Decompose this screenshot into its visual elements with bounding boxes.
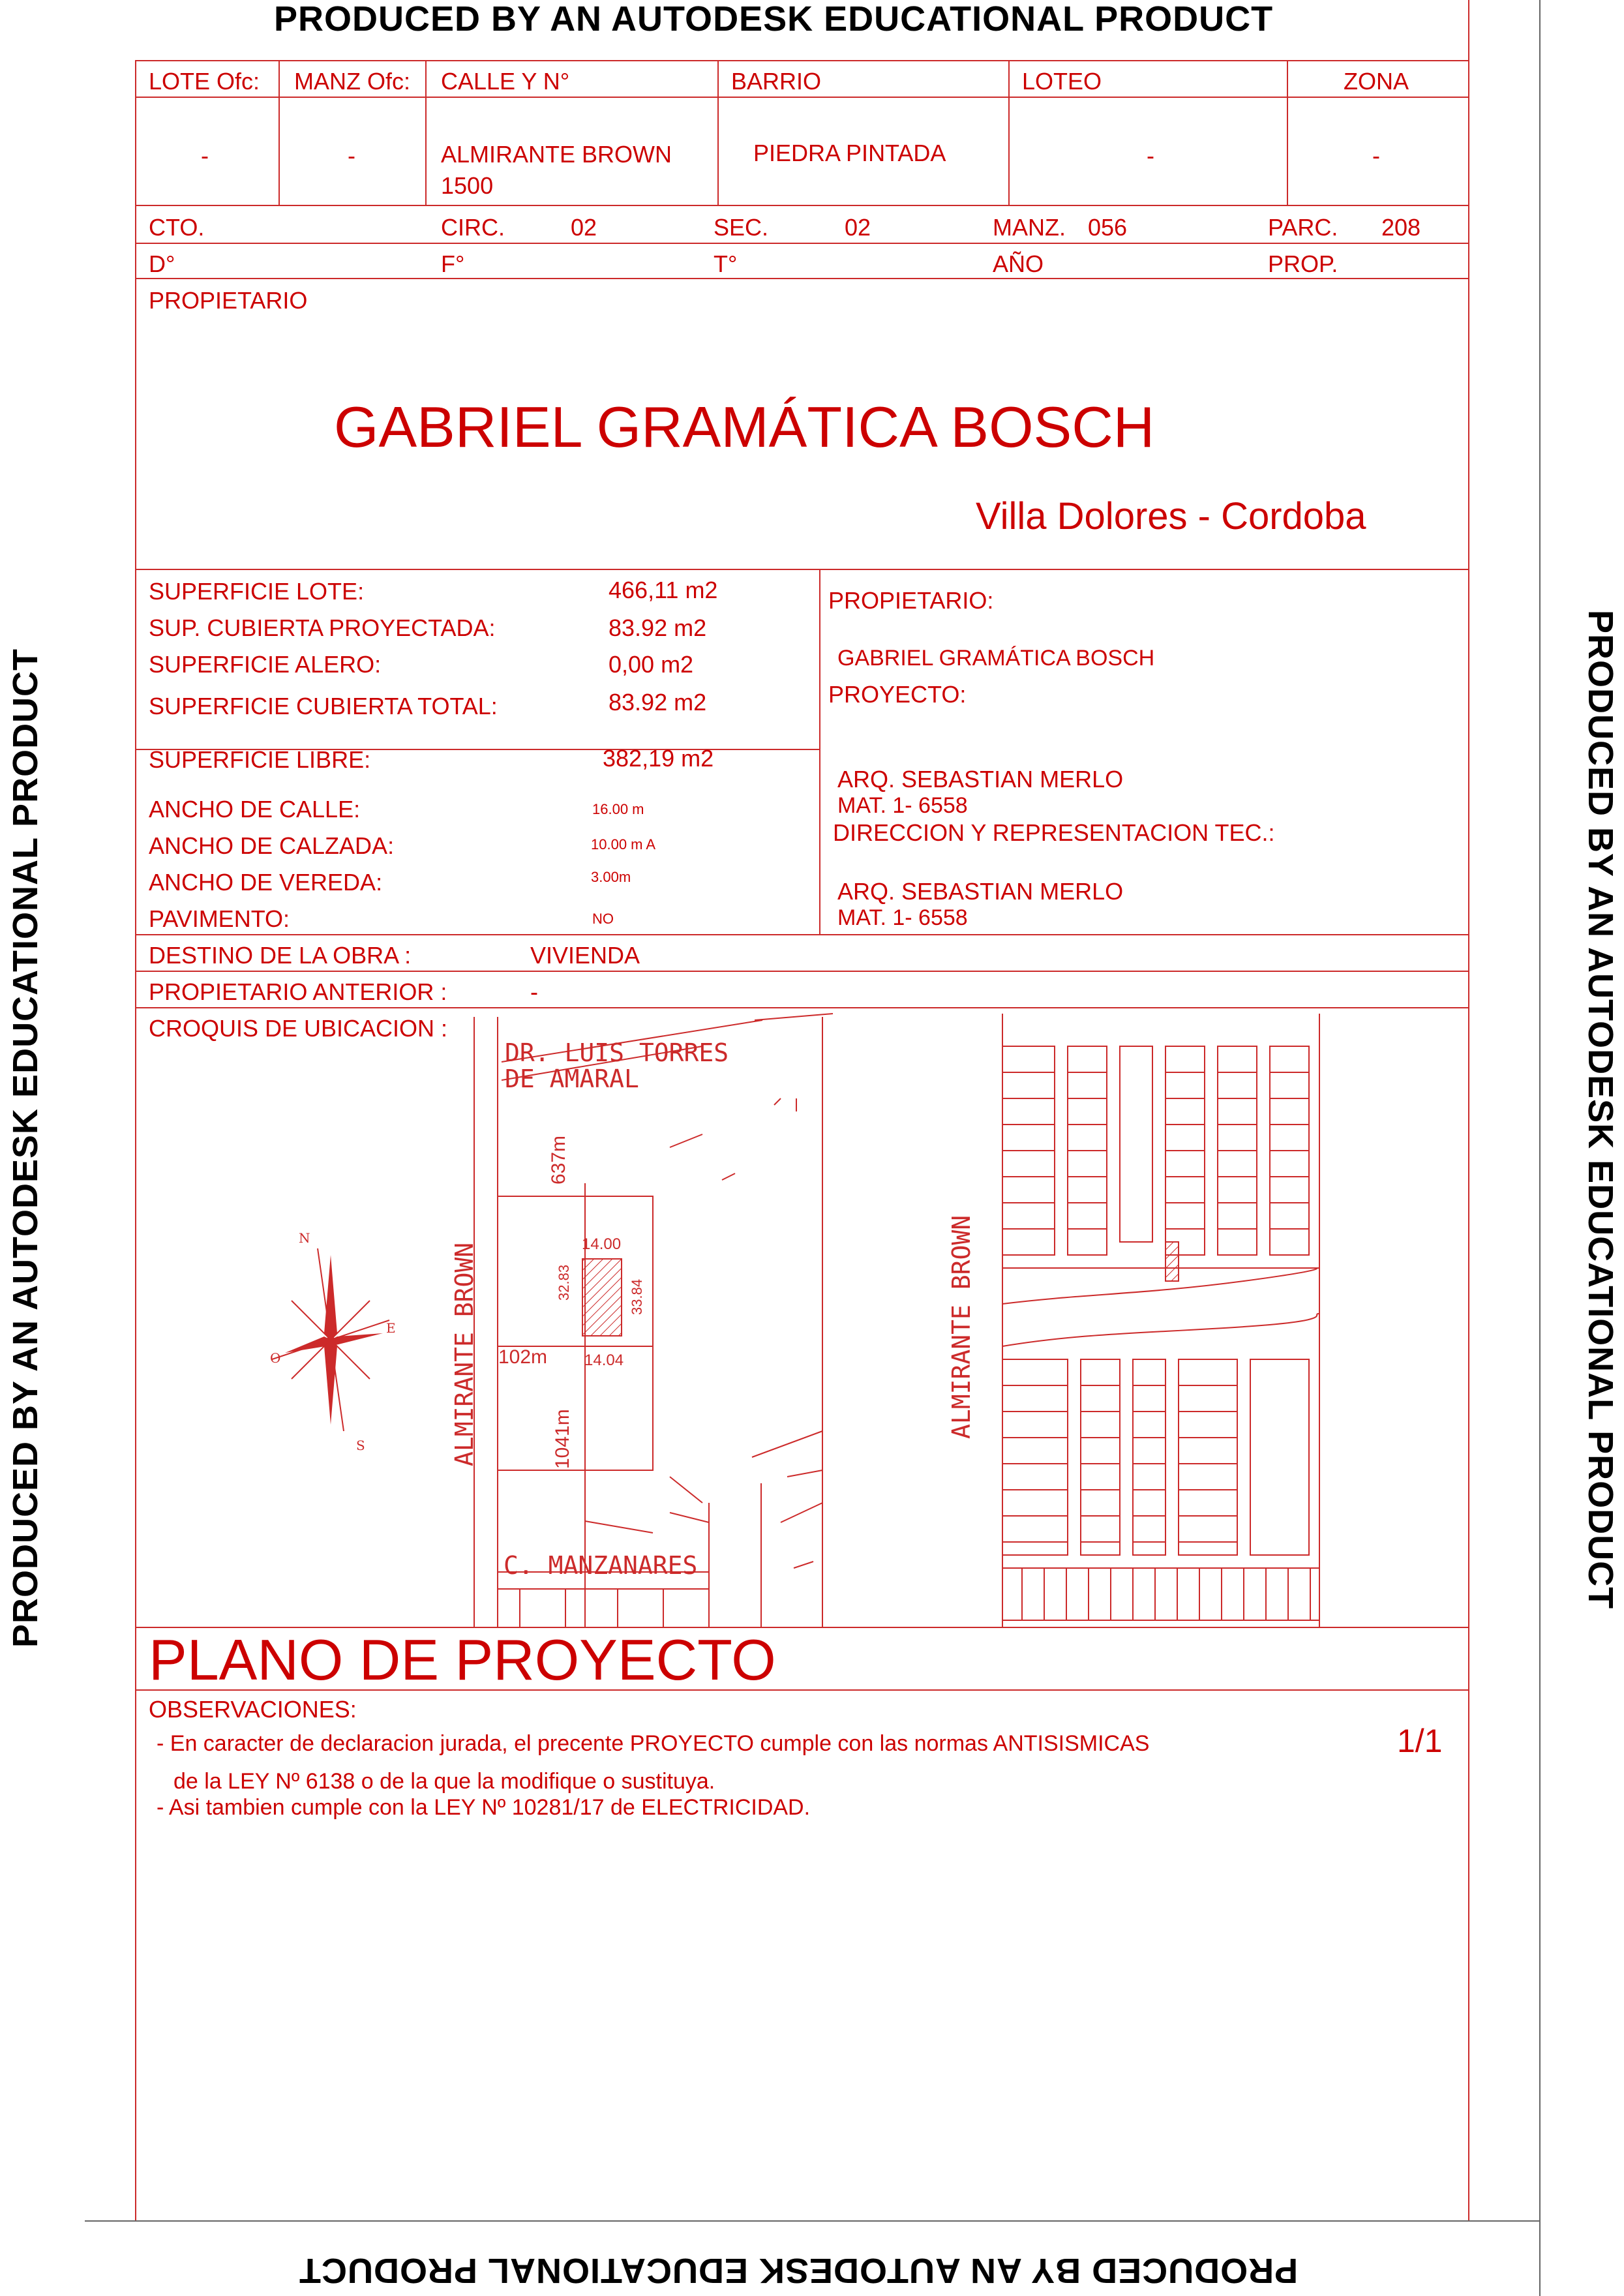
map-street-right: ALMIRANTE BROWN <box>947 1215 976 1439</box>
watermark-top: PRODUCED BY AN AUTODESK EDUCATIONAL PRODUCT <box>274 0 1274 38</box>
map-street-top-2: DE AMARAL <box>505 1065 639 1093</box>
label-calle: CALLE Y N° <box>441 68 570 95</box>
label-sup-cub-proy: SUP. CUBIERTA PROYECTADA: <box>149 614 496 641</box>
label-croquis: CROQUIS DE UBICACION : <box>149 1015 448 1042</box>
label-propietario: PROPIETARIO <box>149 287 308 314</box>
owner-name: GABRIEL GRAMÁTICA BOSCH <box>334 395 1155 459</box>
value-ancho-calle: 16.00 m <box>592 801 644 817</box>
value-sup-cub-proy: 83.92 m2 <box>609 614 707 641</box>
map-street-top-1: DR. LUIS TORRES <box>505 1038 729 1067</box>
label-prof-propietario: PROPIETARIO: <box>828 587 994 614</box>
header-line <box>135 278 1469 279</box>
label-prop: PROP. <box>1268 250 1338 277</box>
value-zona: - <box>1372 142 1380 169</box>
value-barrio: PIEDRA PINTADA <box>753 140 946 166</box>
value-parc: 208 <box>1381 214 1421 241</box>
value-sec: 02 <box>845 214 871 241</box>
map-dist-south: 1041m <box>552 1409 573 1469</box>
compass-e: E <box>386 1320 396 1336</box>
label-ancho-calle: ANCHO DE CALLE: <box>149 796 361 823</box>
map-lot-right: 33.84 <box>629 1278 645 1315</box>
map-lot-top: 14.00 <box>582 1235 622 1253</box>
label-proyecto: PROYECTO: <box>828 681 967 708</box>
compass-rose-icon <box>272 1248 389 1431</box>
surfaces-divider <box>819 569 820 935</box>
header-col <box>278 60 280 206</box>
value-prof-propietario: GABRIEL GRAMÁTICA BOSCH <box>837 646 1155 671</box>
value-calle-line1: ALMIRANTE BROWN <box>441 141 672 168</box>
watermark-bottom: PRODUCED BY AN AUTODESK EDUCATIONAL PRODUCT <box>299 2251 1299 2290</box>
compass-o: O <box>270 1350 281 1366</box>
value-direccion-mat: MAT. 1- 6558 <box>837 905 968 930</box>
label-manz-cat: MANZ. <box>993 214 1066 241</box>
value-ancho-vereda: 3.00m <box>591 869 631 885</box>
label-sup-alero: SUPERFICIE ALERO: <box>149 651 382 678</box>
label-circ: CIRC. <box>441 214 505 241</box>
label-prop-anterior: PROPIETARIO ANTERIOR : <box>149 978 447 1005</box>
label-zona: ZONA <box>1344 68 1409 95</box>
header-col <box>425 60 427 206</box>
map-street-bottom: C. MANZANARES <box>504 1551 698 1580</box>
label-manz: MANZ Ofc: <box>294 68 410 95</box>
watermark-right: PRODUCED BY AN AUTODESK EDUCATIONAL PRODUCT <box>1581 610 1620 1610</box>
label-sup-cub-total: SUPERFICIE CUBIERTA TOTAL: <box>149 693 498 719</box>
header-line <box>135 205 1469 206</box>
label-loteo: LOTEO <box>1022 68 1102 95</box>
value-proyecto-mat: MAT. 1- 6558 <box>837 793 968 818</box>
value-circ: 02 <box>571 214 597 241</box>
value-proyecto-name: ARQ. SEBASTIAN MERLO <box>837 766 1124 793</box>
label-d: D° <box>149 250 175 277</box>
label-lote: LOTE Ofc: <box>149 68 260 95</box>
watermark-left: PRODUCED BY AN AUTODESK EDUCATIONAL PRODUCT <box>6 648 45 1648</box>
obs-line-1: - En caracter de declaracion jurada, el precente PROYECTO cumple con las normas ANTISISMICAS <box>157 1731 1150 1756</box>
value-manz-cat: 056 <box>1088 214 1128 241</box>
value-direccion-name: ARQ. SEBASTIAN MERLO <box>837 878 1124 905</box>
header-col <box>717 60 719 206</box>
label-t: T° <box>714 250 738 277</box>
map-dist-north: 637m <box>548 1135 569 1185</box>
header-line <box>135 243 1469 244</box>
sheet-number: 1/1 <box>1397 1723 1443 1759</box>
value-destino: VIVIENDA <box>530 942 640 969</box>
value-loteo: - <box>1147 142 1154 169</box>
map-lot-left: 32.83 <box>556 1264 572 1301</box>
header-line <box>135 60 1469 61</box>
label-cto: CTO. <box>149 214 205 241</box>
label-anio: AÑO <box>993 250 1044 277</box>
label-ancho-calzada: ANCHO DE CALZADA: <box>149 832 395 859</box>
obra-line <box>135 971 1469 972</box>
obs-line-2: de la LEY Nº 6138 o de la que la modifique o sustituya. <box>173 1769 715 1794</box>
compass-s: S <box>356 1438 365 1453</box>
label-pavimento: PAVIMENTO: <box>149 905 290 932</box>
value-pavimento: NO <box>592 911 614 927</box>
map-dist-west: 102m <box>498 1346 548 1368</box>
obs-line-3: - Asi tambien cumple con la LEY Nº 10281/17 de ELECTRICIDAD. <box>157 1795 811 1820</box>
value-lote: - <box>201 142 209 169</box>
label-sup-lote: SUPERFICIE LOTE: <box>149 578 365 605</box>
value-ancho-calzada: 10.00 m A <box>591 836 656 853</box>
label-sup-libre: SUPERFICIE LIBRE: <box>149 746 371 773</box>
value-sup-alero: 0,00 m2 <box>609 651 694 678</box>
header-line <box>135 569 1469 570</box>
value-prop-anterior: - <box>530 978 538 1005</box>
label-direccion: DIRECCION Y REPRESENTACION TEC.: <box>833 819 1275 846</box>
value-calle-line2: 1500 <box>441 172 494 199</box>
plan-title: PLANO DE PROYECTO <box>149 1627 776 1692</box>
label-ancho-vereda: ANCHO DE VEREDA: <box>149 869 383 896</box>
value-sup-lote: 466,11 m2 <box>609 577 718 603</box>
label-observaciones: OBSERVACIONES: <box>149 1696 357 1723</box>
map-street-left: ALMIRANTE BROWN <box>450 1242 479 1466</box>
label-sec: SEC. <box>714 214 769 241</box>
map-lot-bottom: 14.04 <box>584 1352 624 1369</box>
location-map <box>135 1007 1469 1627</box>
header-line <box>135 97 1469 98</box>
page-edge-right <box>1539 0 1541 2296</box>
value-sup-cub-total: 83.92 m2 <box>609 689 707 716</box>
value-sup-libre: 382,19 m2 <box>603 745 714 772</box>
label-destino: DESTINO DE LA OBRA : <box>149 942 412 969</box>
compass-n: N <box>299 1230 310 1246</box>
surfaces-line <box>135 934 1469 935</box>
label-f: F° <box>441 250 465 277</box>
header-col <box>1287 60 1288 206</box>
header-col <box>1008 60 1010 206</box>
sheet-border-bottom <box>85 2220 1539 2222</box>
label-barrio: BARRIO <box>731 68 822 95</box>
owner-location: Villa Dolores - Cordoba <box>976 495 1366 537</box>
label-parc: PARC. <box>1268 214 1338 241</box>
value-manz: - <box>348 142 355 169</box>
